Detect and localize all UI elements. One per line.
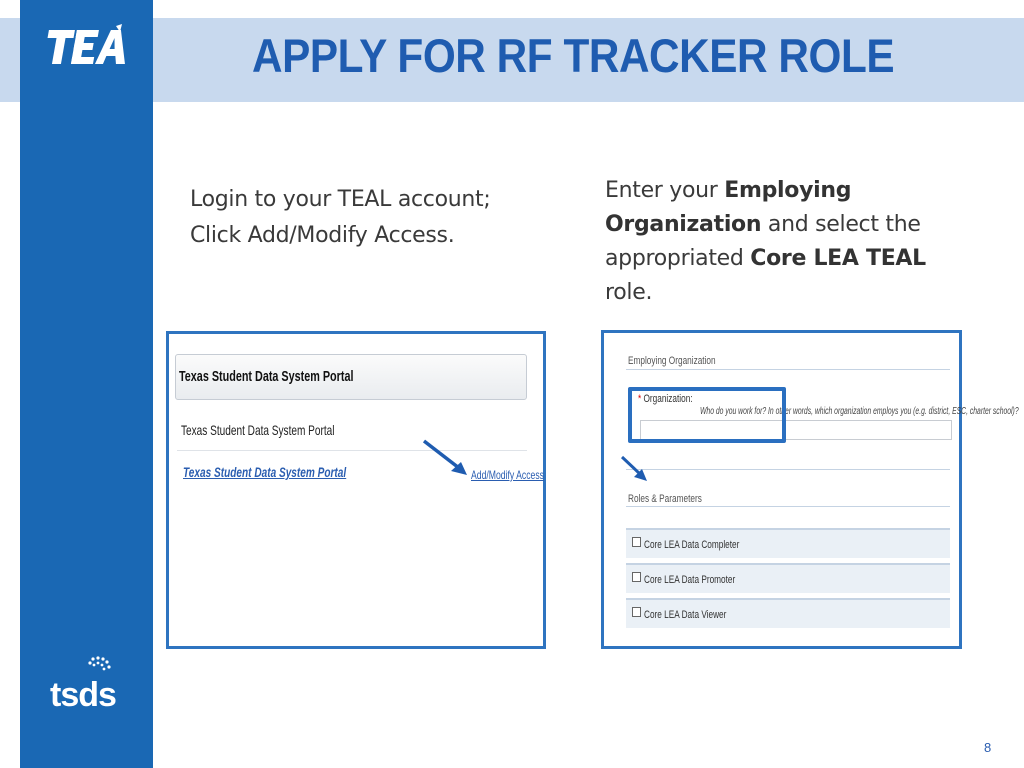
role-label: Core LEA Data Completer xyxy=(644,539,740,551)
role-row-viewer[interactable] xyxy=(626,598,950,628)
tsds-logo xyxy=(48,652,126,712)
portal-header-title: Texas Student Data System Portal xyxy=(179,368,354,385)
role-row-promoter[interactable] xyxy=(626,563,950,593)
right-instruction-text-3: role. xyxy=(605,280,653,305)
arrow-pointer-icon xyxy=(620,455,650,485)
organization-label-text: Organization: xyxy=(641,393,693,405)
role-row-completer[interactable] xyxy=(626,528,950,558)
row-divider xyxy=(177,450,527,451)
left-instruction-line-1: Login to your TEAL account; xyxy=(190,187,491,212)
role-checkbox[interactable] xyxy=(632,572,641,582)
organization-hint: Who do you work for? In other words, which organization employs you (e.g. district, ESC, charter school)? xyxy=(700,406,1019,417)
roles-parameters-section-label: Roles & Parameters xyxy=(628,493,702,505)
role-checkbox[interactable] xyxy=(632,607,641,617)
employing-organization-emphasis: Employing Organization xyxy=(605,178,852,237)
arrow-pointer-icon xyxy=(421,438,471,478)
highlight-box xyxy=(628,387,786,443)
role-label: Core LEA Data Viewer xyxy=(644,609,727,621)
right-instruction-text-2: and select the appropriated xyxy=(605,212,921,271)
page-number: 8 xyxy=(984,740,992,755)
slide-title: APPLY FOR RF TRACKER ROLE xyxy=(252,29,895,82)
core-lea-teal-emphasis: Core LEA TEAL xyxy=(750,246,926,271)
add-modify-access-link[interactable]: Add/Modify Access xyxy=(471,468,545,482)
svg-text:tsds: tsds xyxy=(50,676,116,714)
left-instruction-line-2: Click Add/Modify Access. xyxy=(190,223,455,248)
right-instruction xyxy=(605,174,975,310)
role-request-screenshot xyxy=(601,330,1019,649)
role-checkbox[interactable] xyxy=(632,537,641,547)
portal-screenshot xyxy=(166,331,546,649)
role-label: Core LEA Data Promoter xyxy=(644,574,736,586)
required-mark: * xyxy=(638,393,642,405)
portal-row-link[interactable]: Texas Student Data System Portal xyxy=(183,464,347,480)
tea-logo xyxy=(42,24,134,70)
portal-header xyxy=(175,354,527,400)
section-divider-3 xyxy=(626,506,950,507)
section-divider xyxy=(626,369,950,370)
right-instruction-text-1: Enter your xyxy=(605,178,725,203)
portal-row-text: Texas Student Data System Portal xyxy=(181,422,335,438)
employing-organization-section-label: Employing Organization xyxy=(628,355,716,367)
section-divider-2 xyxy=(626,469,950,470)
left-instruction xyxy=(190,182,570,254)
